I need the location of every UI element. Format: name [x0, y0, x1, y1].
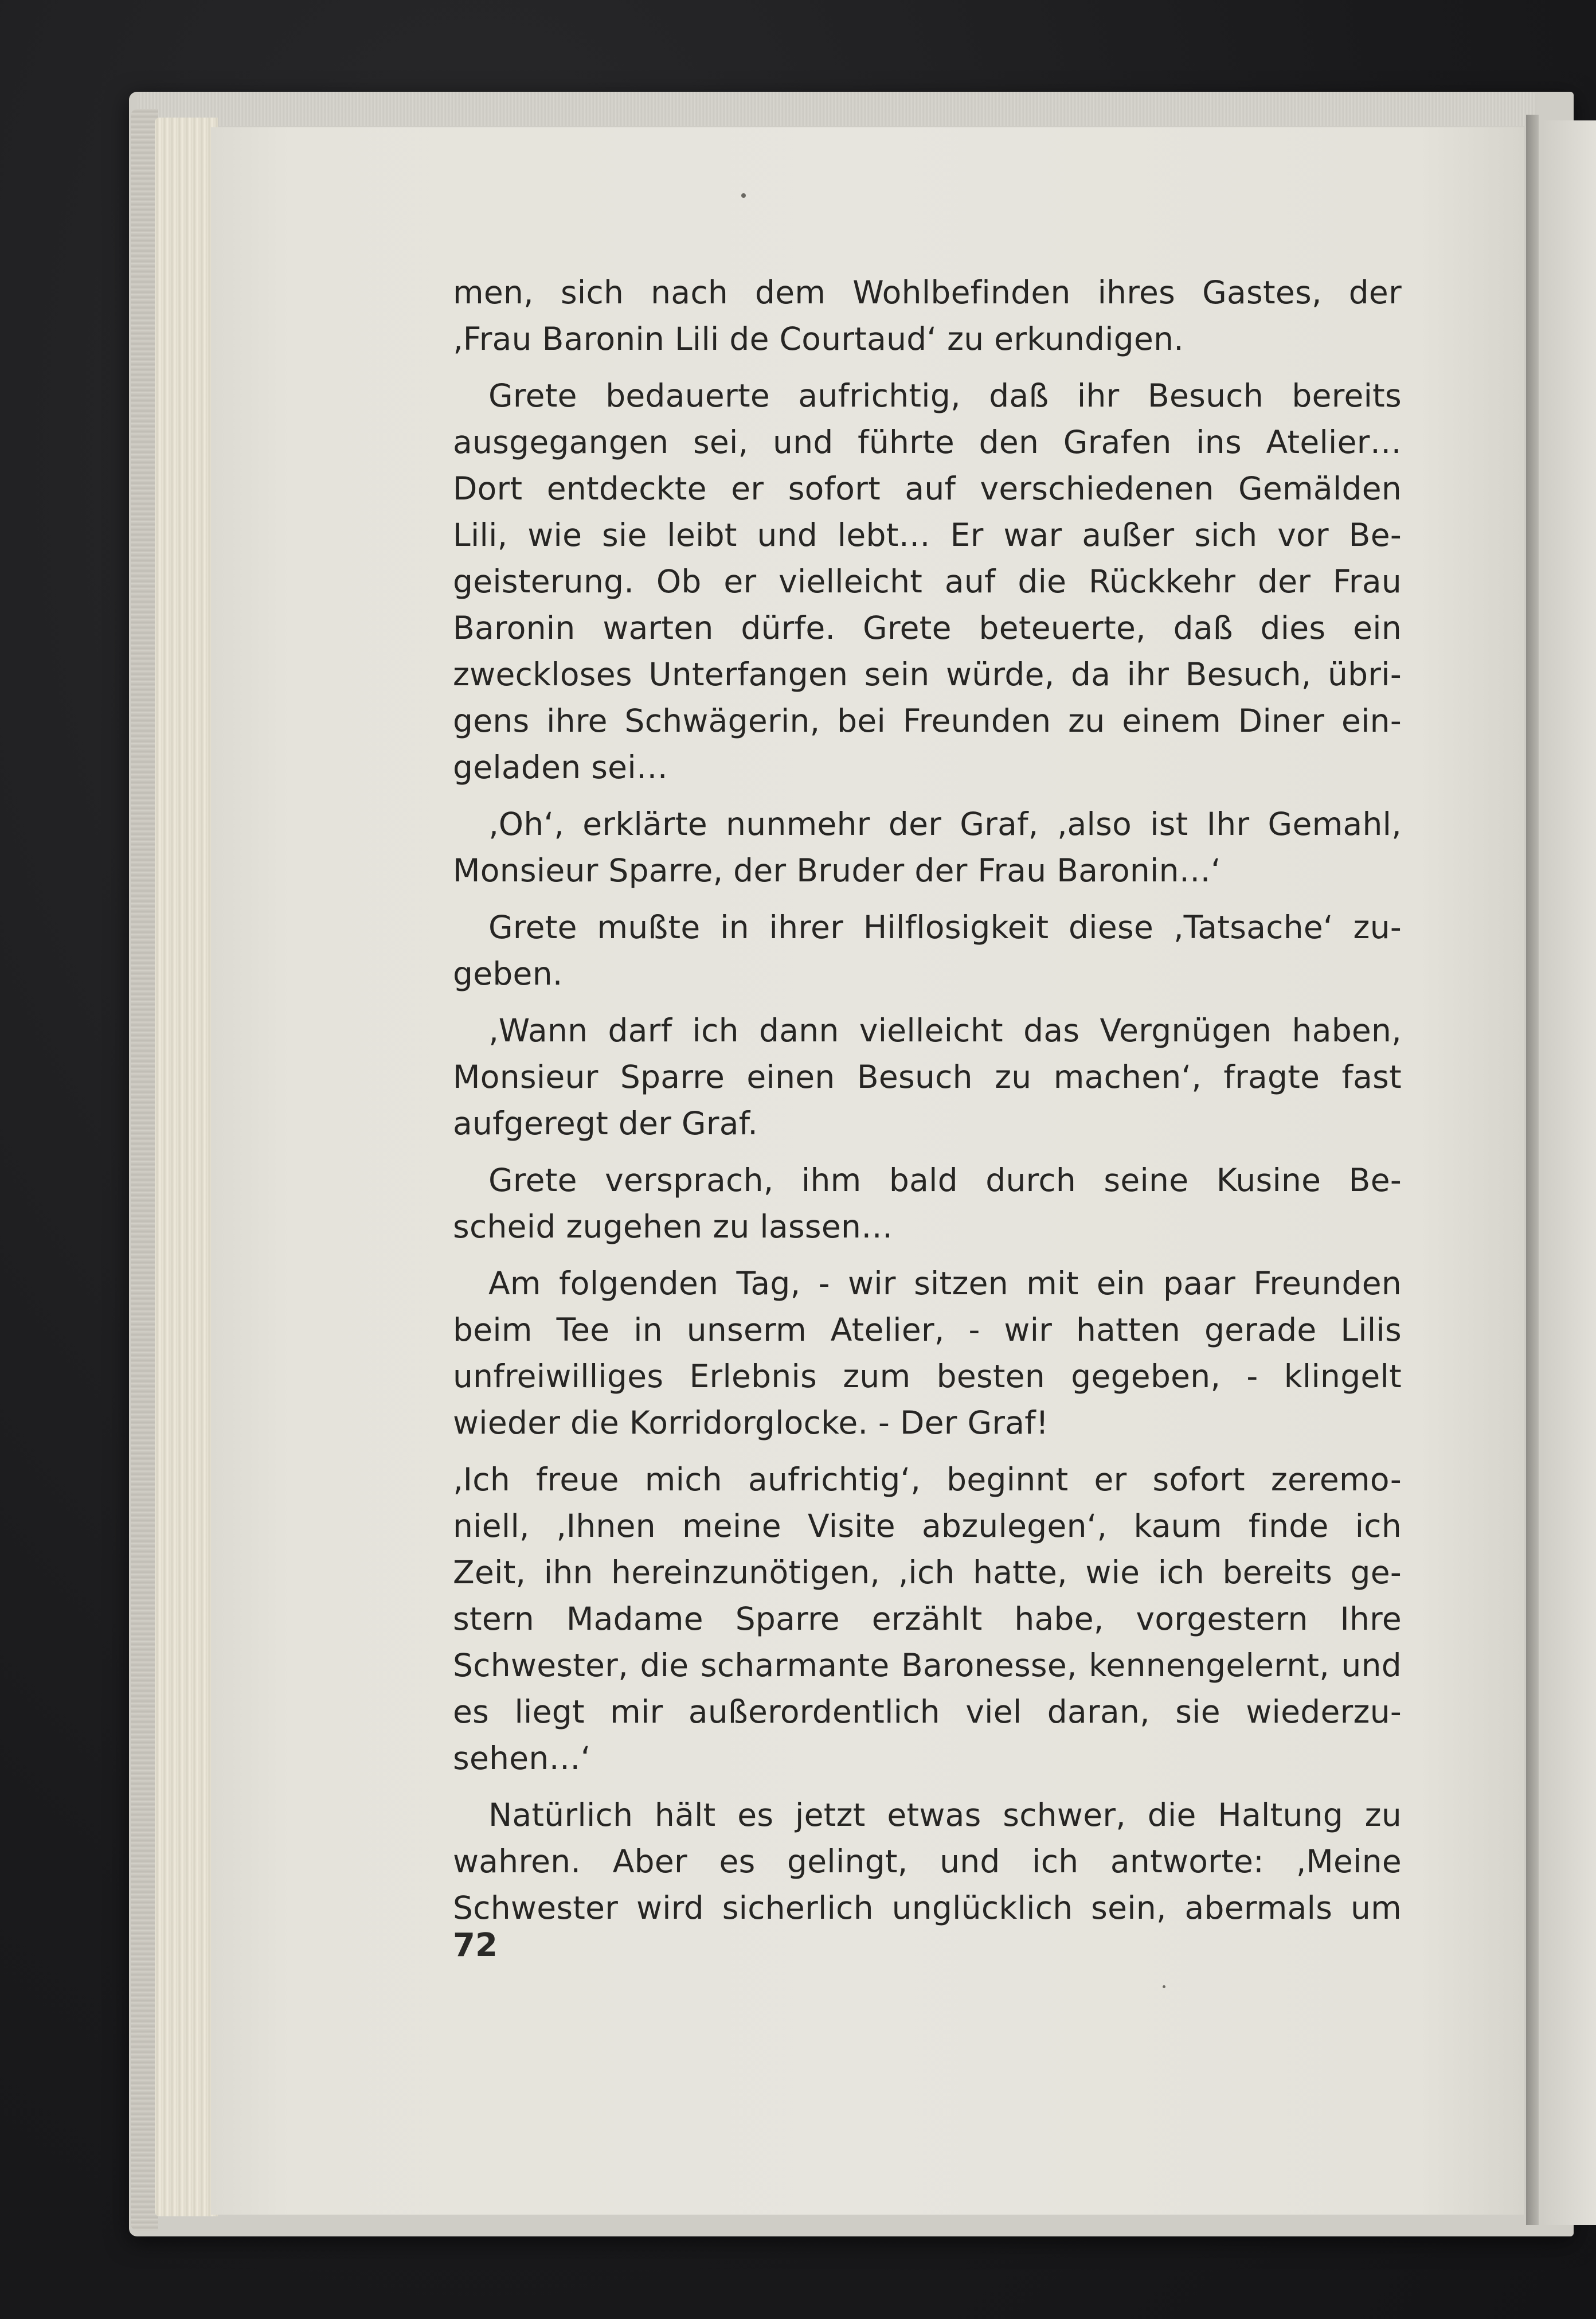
text-line: zweckloses Unterfangen sein würde, da ihr Besuch, übri-	[453, 656, 1402, 693]
text-line: Am folgenden Tag, - wir sitzen mit ein paar Freunden	[488, 1265, 1402, 1302]
paragraph	[453, 373, 1402, 791]
text-line: ausgegangen sei, und führte den Grafen ins Atelier…	[453, 424, 1402, 460]
text-line: wahren. Aber es gelingt, und ich antworte: ‚Meine	[453, 1843, 1402, 1880]
text-line: Schwester, die scharmante Baronesse, kennengelernt, und	[453, 1647, 1402, 1684]
facing-page-edge	[1544, 120, 1596, 2225]
paragraph	[453, 1008, 1402, 1147]
text-line: ‚Oh‘, erklärte nunmehr der Graf, ‚also ist Ihr Gemahl,	[488, 806, 1402, 842]
text-line: Monsieur Sparre, der Bruder der Frau Baronin…‘	[453, 852, 1221, 889]
text-line: Lili, wie sie leibt und lebt… Er war außer sich vor Be-	[453, 517, 1402, 553]
paragraph	[453, 1792, 1402, 1931]
text-line: Grete versprach, ihm bald durch seine Kusine Be-	[488, 1162, 1402, 1198]
text-line: geladen sei…	[453, 749, 668, 786]
paper-speck	[1163, 1985, 1165, 1988]
text-line: wieder die Korridorglocke. - Der Graf!	[453, 1404, 1049, 1441]
text-line: Schwester wird sicherlich unglücklich sein, abermals um	[453, 1889, 1402, 1926]
text-line: scheid zugehen zu lassen…	[453, 1208, 893, 1245]
text-line: men, sich nach dem Wohlbefinden ihres Gastes, der	[453, 274, 1402, 311]
text-line: Grete mußte in ihrer Hilflosigkeit diese ‚Tatsache‘ zu-	[488, 909, 1402, 946]
text-line: unfreiwilliges Erlebnis zum besten gegeben, - klingelt	[453, 1358, 1402, 1395]
paragraph	[453, 1457, 1402, 1782]
text-line: Natürlich hält es jetzt etwas schwer, die Haltung zu	[488, 1797, 1402, 1833]
paragraph	[453, 1260, 1402, 1446]
text-line: niell, ‚Ihnen meine Visite abzulegen‘, kaum finde ich	[453, 1508, 1402, 1544]
text-line: Baronin warten dürfe. Grete beteuerte, daß dies ein	[453, 610, 1402, 646]
text-line: stern Madame Sparre erzählt habe, vorgestern Ihre	[453, 1600, 1402, 1637]
text-line: aufgeregt der Graf.	[453, 1105, 758, 1142]
text-line: Grete bedauerte aufrichtig, daß ihr Besuch bereits	[488, 377, 1402, 414]
text-line: Zeit, ihn hereinzunötigen, ‚ich hatte, wie ich bereits ge-	[453, 1554, 1402, 1591]
paper-speck	[741, 193, 746, 198]
paragraph	[453, 801, 1402, 894]
text-line: ‚Ich freue mich aufrichtig‘, beginnt er sofort zeremo-	[453, 1461, 1402, 1498]
page-stack-edges	[155, 118, 218, 2216]
gutter-shadow	[1526, 115, 1539, 2225]
page-body-text	[453, 270, 1402, 1942]
paragraph	[453, 270, 1402, 362]
text-line: beim Tee in unserm Atelier, - wir hatten gerade Lilis	[453, 1311, 1402, 1348]
text-line: Dort entdeckte er sofort auf verschiedenen Gemälden	[453, 470, 1402, 507]
text-line: Monsieur Sparre einen Besuch zu machen‘, fragte fast	[453, 1059, 1402, 1095]
book-spine	[131, 109, 158, 2231]
text-line: sehen…‘	[453, 1740, 591, 1777]
text-line: gens ihre Schwägerin, bei Freunden zu einem Diner ein-	[453, 702, 1402, 739]
page-number: 72	[453, 1927, 498, 1964]
book-cover-top-edge	[138, 92, 1536, 126]
text-line: ‚Frau Baronin Lili de Courtaud‘ zu erkundigen.	[453, 321, 1184, 357]
text-line: geisterung. Ob er vielleicht auf die Rückkehr der Frau	[453, 563, 1402, 600]
text-line: ‚Wann darf ich dann vielleicht das Vergnügen haben,	[488, 1012, 1402, 1049]
paragraph	[453, 904, 1402, 997]
paragraph	[453, 1157, 1402, 1250]
text-line: geben.	[453, 955, 563, 992]
text-line: es liegt mir außerordentlich viel daran, sie wiederzu-	[453, 1693, 1402, 1730]
